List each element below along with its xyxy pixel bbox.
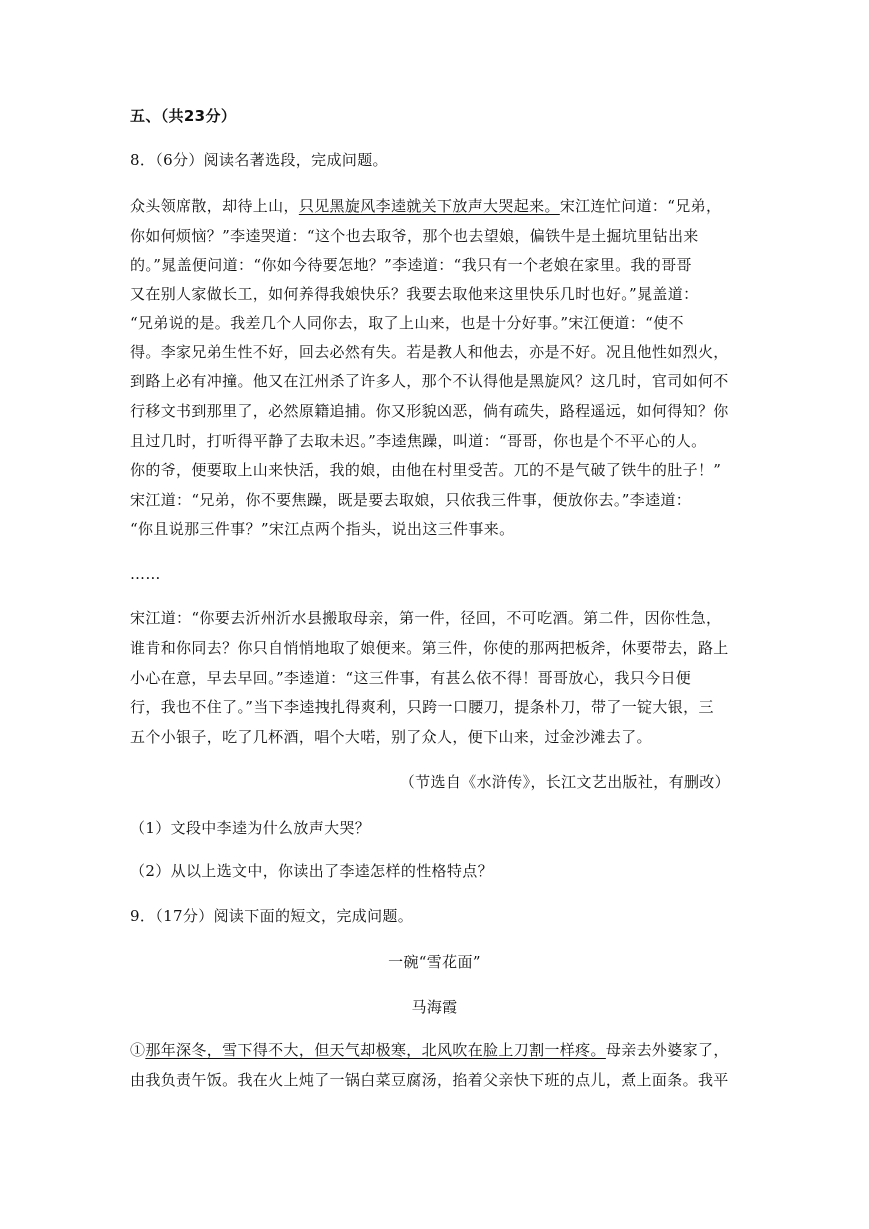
underlined-sentence: 只见黑旋风李逵就关下放声大哭起来。 — [298, 197, 560, 215]
sub-question-1: （1）文段中李逵为什么放声大哭？ — [130, 819, 371, 837]
passage-text: 宋江连忙问道：“兄弟， — [559, 197, 722, 215]
passage-text: 母亲去外婆家了， — [605, 1041, 729, 1059]
passage-line: 且过几时，打听得平静了去取未迟。”李逵焦躁，叫道：“哥哥，你也是个不平心的人。 — [130, 432, 707, 450]
sub-question-2: （2）从以上选文中，你读出了李逵怎样的性格特点？ — [130, 862, 493, 880]
passage-source: （节选自《水浒传》，长江文艺出版社，有删改） — [399, 773, 730, 791]
underlined-sentence: 那年深冬，雪下得不大，但天气却极寒，北风吹在脸上刀割一样疼。 — [145, 1041, 606, 1059]
article-title: 一碗“雪花面” — [388, 953, 481, 971]
passage-line: 谁肯和你同去？你只自悄悄地取了娘便来。第三件，你使的那两把板斧，休要带去，路上 — [130, 639, 729, 657]
passage-line: 由我负责午饭。我在火上炖了一锅白菜豆腐汤，掐着父亲快下班的点儿，煮上面条。我平 — [130, 1071, 729, 1089]
ellipsis: …… — [130, 565, 161, 583]
passage-text: 众头领席散，却待上山， — [130, 197, 299, 215]
question-9-heading: 9．（17分）阅读下面的短文，完成问题。 — [130, 907, 414, 925]
passage-line: 你的爷，便要取上山来快活，我的娘，由他在村里受苦。兀的不是气破了铁牛的肚子！” — [130, 461, 722, 479]
passage-line: 行，我也不住了。”当下李逵拽扎得爽利，只跨一口腰刀，提条朴刀，带了一锭大银，三 — [130, 698, 714, 716]
passage-line: 的。”晁盖便问道：“你如今待要怎地？”李逵道：“我只有一个老娘在家里。我的哥哥 — [130, 256, 692, 274]
paragraph-number: ① — [130, 1041, 146, 1059]
passage-line: “兄弟说的是。我差几个人同你去，取了上山来，也是十分好事。”宋江便道：“使不 — [130, 314, 684, 332]
article-author: 马海霞 — [411, 998, 458, 1016]
passage-line: 宋江道：“你要去沂州沂水县搬取母亲，第一件，径回，不可吃酒。第二件，因你性急， — [130, 609, 722, 627]
question-8-heading: 8．（6分）阅读名著选段，完成问题。 — [130, 151, 388, 169]
section-title: 五、（共23分） — [130, 107, 237, 125]
passage-line: 又在别人家做长工，如何养得我娘快乐？我要去取他来这里快乐几时也好。”晁盖道： — [130, 285, 699, 303]
passage-line: 到路上必有冲撞。他又在江州杀了许多人，那个不认得他是黑旋风？这几时，官司如何不 — [130, 372, 729, 390]
passage-line: 宋江道：“兄弟，你不要焦躁，既是要去取娘，只依我三件事，便放你去。”李逵道： — [130, 491, 692, 509]
passage-line: 你如何烦恼？”李逵哭道：“这个也去取爷，那个也去望娘，偏铁牛是土掘坑里钻出来 — [130, 227, 699, 245]
passage-line: 小心在意，早去早回。”李逵道：“这三件事，有甚么依不得！哥哥放心，我只今日便 — [130, 669, 692, 687]
passage-line — [130, 196, 740, 216]
passage-line: 五个小银子，吃了几杯酒，唱个大喏，别了众人，便下山来，过金沙滩去了。 — [130, 728, 652, 746]
passage-line: 行移文书到那里了，必然原籍追捕。你又形貌凶恶，倘有疏失，路程遥远，如何得知？你 — [130, 402, 729, 420]
passage-line — [130, 1040, 740, 1060]
passage-line: “你且说那三件事？”宋江点两个指头，说出这三件事来。 — [130, 520, 515, 538]
passage-line: 得。李家兄弟生性不好，回去必然有失。若是教人和他去，亦是不好。况且他性如烈火， — [130, 343, 729, 361]
